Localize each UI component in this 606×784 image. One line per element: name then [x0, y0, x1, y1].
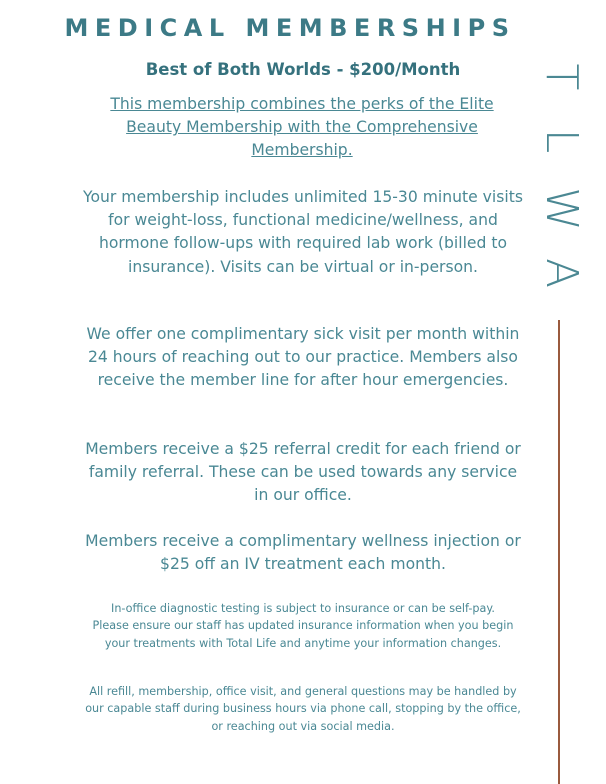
membership-subtitle: Best of Both Worlds - $200/Month — [145, 60, 461, 79]
page-title: MEDICAL MEMBERSHIPS — [64, 14, 516, 42]
sick-visit-paragraph: We offer one complimentary sick visit per month within 24 hours of reaching out to our practice. Members also receive the member line for after hour emergencies. — [86, 325, 520, 390]
diagnostic-footnote: In-office diagnostic testing is subject to insurance or can be self-pay. Please ensure our staff has updated insurance information when you begin your treatments with Total Life and anytime your information changes. — [92, 602, 514, 650]
wellness-paragraph: Members receive a complimentary wellness injection or $25 off an IV treatment each month. — [85, 532, 521, 574]
brand-logo — [536, 52, 586, 302]
referral-paragraph: Members receive a $25 referral credit for each friend or family referral. These can be used towards any service in our office. — [85, 440, 521, 505]
accent-divider — [558, 320, 560, 784]
brand-letter-l: L — [536, 128, 587, 154]
brand-letter-a: A — [536, 257, 587, 289]
intro-paragraph: This membership combines the perks of the Elite Beauty Membership with the Comprehensive Membership. — [110, 95, 494, 160]
brand-letter-w: W — [536, 187, 587, 231]
brand-letter-t: T — [536, 63, 587, 91]
questions-footnote: All refill, membership, office visit, and general questions may be handled by our capable staff during business hours via phone call, stopping by the office, or reaching out via social media. — [85, 685, 521, 733]
visits-paragraph: Your membership includes unlimited 15-30 minute visits for weight-loss, functional medicine/wellness, and hormone follow-ups with required lab work (billed to insurance). Visits can be virtual or in-person. — [83, 188, 523, 276]
